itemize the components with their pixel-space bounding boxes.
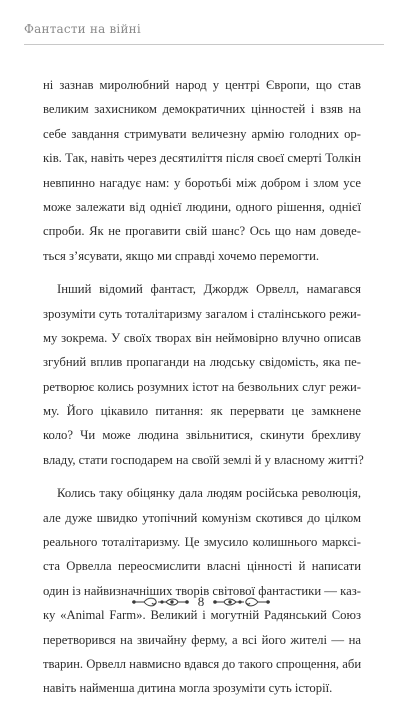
text-line: тварин. Орвелл навмисно вдався до такого спрощення, аби [43, 656, 362, 671]
ornament-flourish-left-icon [130, 595, 190, 609]
text-line: ться з’ясувати, якщо ми справді хочемо перемогти. [43, 248, 320, 263]
text-line: великим захисником демократичних цінностей і взяв на [43, 102, 361, 117]
ornament-flourish-right-icon [212, 595, 272, 609]
paragraph [43, 481, 361, 701]
paragraph [43, 277, 364, 472]
text-line: му. Його цікавило питання: як перервати це замкнене [43, 404, 361, 419]
text-line: владу, стати господарем на своїй землі й у власному житті? [43, 452, 364, 467]
text-line: ста Орвелла переосмислити власні цінності й написати [43, 559, 361, 574]
text-line: ні зазнав миролюбний народ у центрі Європи, що став [43, 78, 361, 92]
text-line: себе завдання стримувати величезну армію голодних ор- [43, 126, 361, 141]
text-line: один із найвизначніших творів світової фантастики — каз- [43, 583, 361, 598]
page-number: 8 [197, 594, 205, 609]
page-footer [0, 592, 402, 612]
text-line: реального тоталітаризму. Це змусило колишнього марксі- [43, 535, 361, 550]
text-line: спроби. Як не прогавити свій шанс? Ось що нам доведе- [43, 224, 361, 239]
text-line: коло? Чи може людина звільнитися, скинути брехливу [43, 428, 361, 443]
paragraph-gap [43, 268, 361, 277]
text-line: зрозуміти суть тоталітаризму загалом і сталінського режи- [43, 306, 361, 321]
text-line: згубний вплив пропаганди на людську свідомість, яка пе- [43, 355, 361, 370]
header-rule [24, 44, 384, 45]
text-line: навіть найменша дитина могла зрозуміти суть історії. [43, 681, 333, 696]
text-line: ку «Animal Farm». Великий і могутній Радянський Союз [43, 608, 361, 623]
text-line: Інший відомий фантаст, Джордж Орвелл, намагався [57, 282, 361, 297]
text-line: ретворює колись розумних істот на безвольних слуг режи- [43, 379, 361, 394]
running-header: Фантасти на війні [24, 22, 141, 36]
paragraph [43, 73, 361, 268]
text-line: але дуже швидко утопічний комунізм скотився до цілком [43, 510, 361, 525]
text-line: перетворився на звичайну ферму, а всі його жителі — на [43, 632, 361, 647]
text-line: невпинно нагадує нам: у боротьбі між добром і злом усе [43, 175, 361, 190]
text-line: Колись таку обіцянку дала людям російська революція, [57, 486, 361, 501]
text-line: може залежати від однієї людини, одного рішення, однієї [43, 199, 361, 214]
text-line: му зокрема. У своїх творах він неймовірно влучно описав [43, 330, 361, 345]
paragraph-gap [43, 472, 361, 481]
text-line: ків. Так, навіть через десятиліття після своєї смерті Толкін [43, 151, 361, 166]
